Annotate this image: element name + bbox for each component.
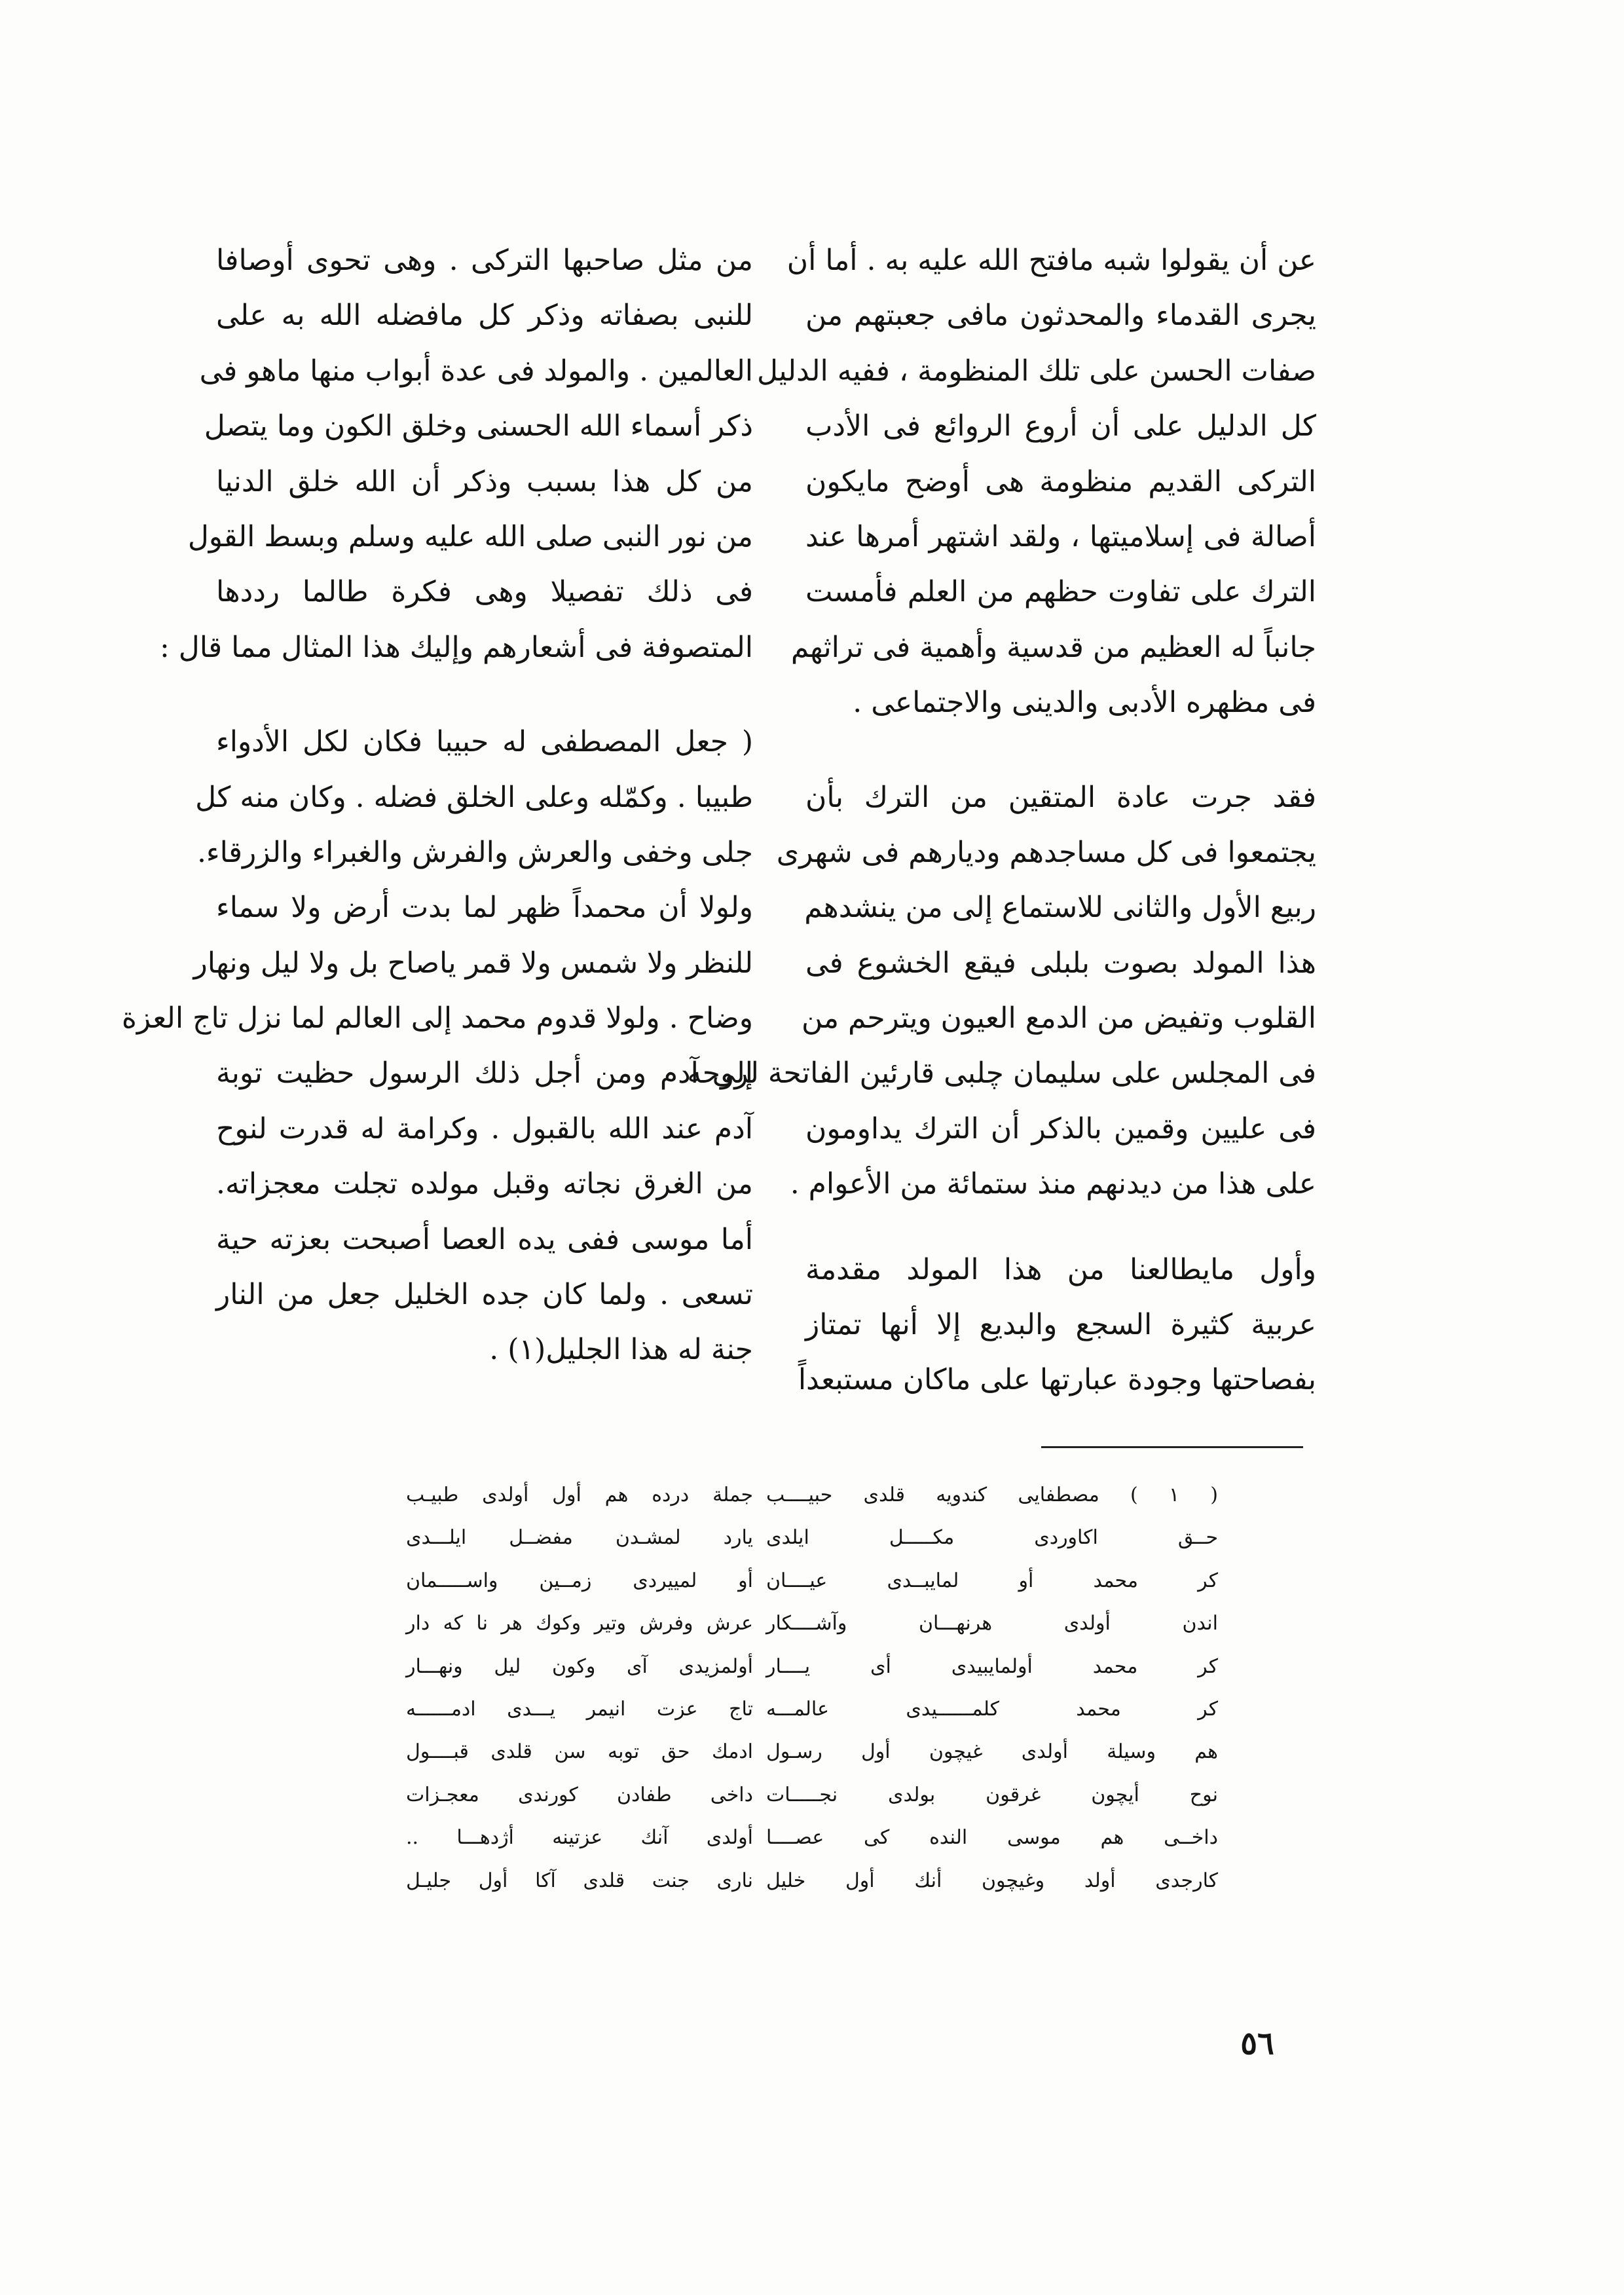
footnote-verse-right-column [766, 1474, 1218, 1902]
text-line: عربية كثيرة السجع والبديع إلا أنها تمتاز [805, 1308, 1316, 1342]
footnote-line: اندن أولدى هرنهـــان وآشــــكار [766, 1612, 1218, 1635]
text-line: الترك على تفاوت حظهم من العلم فأمست [805, 575, 1316, 609]
footnote-line: كر محمد أولمايبيدى أى يــــار [766, 1654, 1218, 1678]
text-line: من نور النبى صلى الله عليه وسلم وبسط القول [187, 519, 753, 553]
text-line: عن أن يقولوا شبه مافتح الله عليه به . أما أن [786, 244, 1316, 277]
page-number: ٥٦ [1240, 2025, 1274, 2062]
left-text-column [121, 233, 753, 1378]
text-line: العالمين . والمولد فى عدة أبواب منها ماهو فى [199, 354, 753, 388]
footnote-line: ( ١ ) مصطفايى كندويه قلدى حبيــــب [766, 1483, 1218, 1506]
text-line: أصالة فى إسلاميتها ، ولقد اشتهر أمرها عند [805, 519, 1316, 553]
text-line: ( جعل المصطفى له حبيبا فكان لكل الأدواء [216, 725, 753, 759]
text-line: فى عليين وقمين بالذكر أن الترك يداومون [805, 1111, 1316, 1146]
text-line: من مثل صاحبها التركى . وهى تحوى أوصافا [216, 244, 753, 277]
text-line: من الغرق نجاته وقبل مولده تجلت معجزاته. [216, 1167, 753, 1201]
text-line: فقد جرت عادة المتقين من الترك بأن [805, 780, 1316, 814]
text-line: وضاح . ولولا قدوم محمد إلى العالم لما نزل تاج العزة [121, 1001, 753, 1036]
text-line: طبيبا . وكمّله وعلى الخلق فضله . وكان منه كل [195, 780, 753, 814]
text-line: جنة له هذا الجليل(١) . [489, 1333, 753, 1367]
text-line: أما موسى ففى يده العصا أصبحت بعزته حية [216, 1222, 753, 1256]
text-line: للنظر ولا شمس ولا قمر ياصاح بل ولا ليل ونهار [193, 946, 753, 980]
text-line: فى مظهره الأدبى والدينى والاجتماعى . [853, 686, 1316, 720]
footnote-line: داخــى هم موسى النده كى عصــــا [766, 1826, 1218, 1850]
text-line: جلى وخفى والعرش والفرش والغبراء والزرقاء. [196, 835, 753, 869]
text-line: كل الدليل على أن أروع الروائع فى الأدب [805, 409, 1316, 443]
text-line: تسعى . ولما كان جده الخليل جعل من النار [216, 1278, 753, 1312]
footnote-verse-left-column [406, 1474, 753, 1902]
text-line: ربيع الأول والثانى للاستماع إلى من ينشدهم [804, 891, 1316, 925]
text-line: يجتمعوا فى كل مساجدهم وديارهم فى شهرى [776, 835, 1316, 869]
footnote-line: كر محمد كلمــــــيدى عالمـــه [766, 1697, 1218, 1721]
paragraph-quotation [121, 715, 753, 1378]
footnote-line: كارجدى أولد وغيچون أنك أول خليل [766, 1869, 1218, 1892]
text-line: صفات الحسن على تلك المنظومة ، ففيه الدليل [757, 354, 1316, 388]
text-line: التركى القديم منظومة هى أوضح مايكون [805, 464, 1316, 498]
footnote-line: يارد لمشـدن مفضــل ايلـــدى [406, 1526, 753, 1550]
text-line: وأول مايطالعنا من هذا المولد مقدمة [805, 1252, 1316, 1286]
footnote-line: هم وسيلة أولدى غيچون أول رسـول [766, 1740, 1218, 1764]
text-line: إلى آدم ومن أجل ذلك الرسول حظيت توبة [216, 1056, 753, 1091]
right-text-column [687, 233, 1316, 1408]
text-line: يجرى القدماء والمحدثون مافى جعبتهم من [805, 299, 1316, 333]
text-line: آدم عند الله بالقبول . وكرامة له قدرت لنوح [216, 1111, 753, 1146]
footnote-line: أولمزيدى آى وكون ليل ونهـــار [406, 1654, 753, 1678]
paragraph-intro-arabic [798, 1242, 1316, 1408]
paragraph-description [159, 233, 753, 675]
text-line: على هذا من ديدنهم منذ ستمائة من الأعوام . [790, 1167, 1316, 1201]
footnote-line: داخى طفادن كورندى معجـزات [406, 1783, 753, 1806]
text-line: فى المجلس على سليمان چلبى قارئين الفاتحة لروحه [687, 1056, 1316, 1091]
text-line: ذكر أسماء الله الحسنى وخلق الكون وما يتصل [204, 409, 753, 443]
footnote-line: أو لمييردى زمــين واســـــمان [406, 1569, 753, 1592]
footnote-line: جملة درده هم أول أولدى طبيـب [406, 1483, 753, 1506]
text-line: بفصاحتها وجودة عبارتها على ماكان مستبعداً [798, 1363, 1316, 1397]
footnote-line: ادمك حق توبه سن قلدى قبــــول [406, 1740, 753, 1764]
text-line: القلوب وتفيض من الدمع العيون ويترحم من [801, 1001, 1316, 1036]
paragraph-custom [687, 770, 1316, 1212]
footnote-divider [1041, 1446, 1303, 1448]
paragraph-intro [757, 233, 1316, 731]
footnote-line: حــق اكاوردى مكـــــل ايلدى [766, 1526, 1218, 1550]
footnote-line: أولدى آنك عزتينه أژدهـــا .. [406, 1826, 753, 1850]
text-line: من كل هذا بسبب وذكر أن الله خلق الدنيا [216, 464, 753, 498]
text-line: المتصوفة فى أشعارهم وإليك هذا المثال مما قال : [159, 630, 753, 664]
text-line: فى ذلك تفصيلا وهى فكرة طالما رددها [216, 575, 753, 609]
text-line: جانباً له العظيم من قدسية وأهمية فى تراثهم [790, 630, 1316, 664]
footnote-line: عرش وفرش وتير وكوك هر نا كه دار [406, 1612, 753, 1635]
text-line: هذا المولد بصوت بلبلى فيقع الخشوع فى [805, 946, 1316, 980]
text-line: للنبى بصفاته وذكر كل مافضله الله به على [216, 299, 753, 333]
footnote-line: نوح أيچون غرقون بولدى نجـــــات [766, 1783, 1218, 1806]
footnote-line: تاج عزت انيمر يـــدى ادمــــــه [406, 1697, 753, 1721]
text-line: ولولا أن محمداً ظهر لما بدت أرض ولا سماء [216, 891, 753, 925]
footnote-line: كر محمد أو لمايبــدى عيــــان [766, 1569, 1218, 1592]
footnote-line: نارى جنت قلدى آكا أول جليـل [406, 1869, 753, 1892]
